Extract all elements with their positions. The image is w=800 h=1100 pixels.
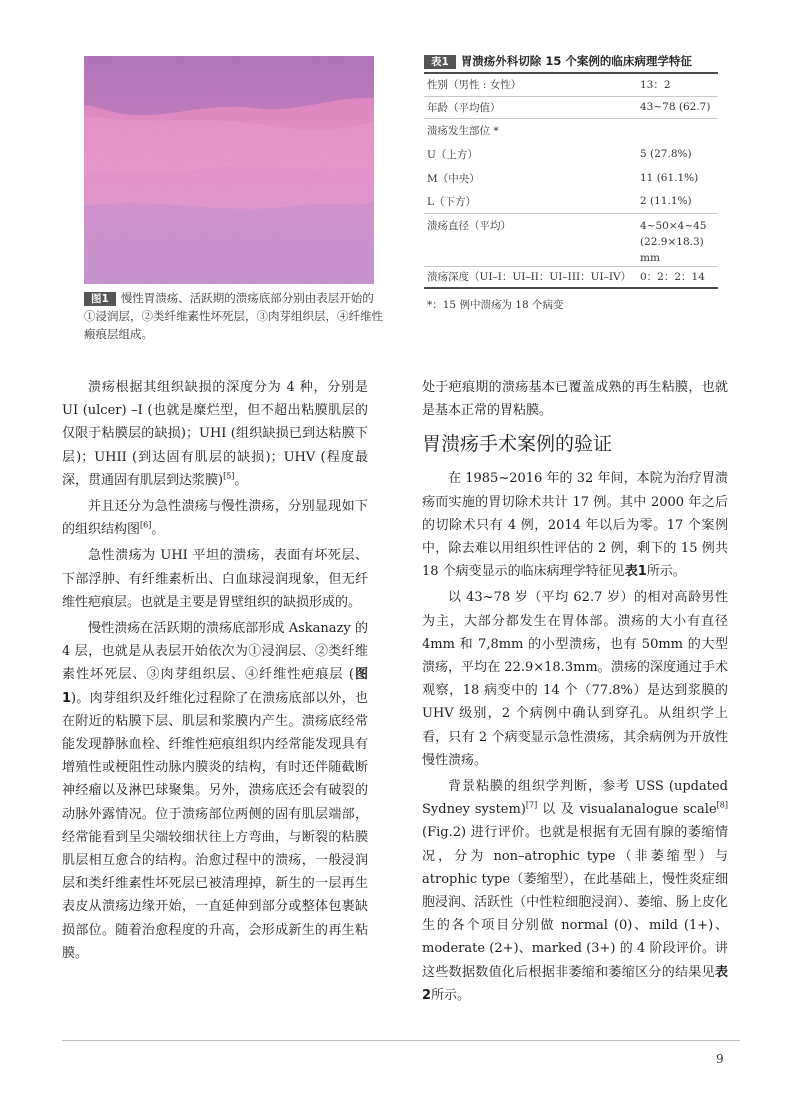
table-row	[424, 74, 718, 96]
row-value: 0：2：2：14	[637, 266, 718, 288]
figure-reference: 图1	[62, 667, 368, 706]
table-row	[424, 190, 718, 213]
paragraph-text: 并且还分为急性溃疡与慢性溃疡，分别显现如下的组织结构图	[62, 499, 368, 538]
table-title-text: 胃溃疡外科切除 15 个案例的临床病理学特征	[460, 54, 692, 68]
right-column	[422, 376, 728, 1010]
row-label: U（上方）	[427, 148, 478, 161]
table-reference: 表1	[624, 564, 647, 580]
paragraph	[62, 495, 368, 541]
row-value: 13：2	[637, 74, 718, 96]
paragraph-text: 背景粘膜的组织学判断，参考 USS (updated Sydney system)	[422, 779, 728, 818]
left-column	[62, 376, 368, 968]
table-1	[424, 52, 718, 312]
table-body	[424, 74, 718, 289]
row-value	[637, 118, 718, 142]
table-tag: 表1	[424, 55, 456, 69]
row-label: 溃疡直径（平均）	[424, 213, 637, 266]
paragraph-text: 。	[151, 522, 165, 538]
paragraph	[62, 376, 368, 492]
figure-caption	[84, 289, 384, 343]
paragraph-text: 慢性溃疡在活跃期的溃疡底部形成 Askanazy 的 4 层，也就是从表层开始依次为①浸润层、②类纤维素性坏死层、③肉芽组织层、④纤维性疤痕层 (	[62, 621, 368, 683]
paragraph	[422, 775, 728, 1007]
figure-tag: 图1	[84, 292, 116, 306]
row-value: 5 (27.8%)	[640, 148, 692, 160]
paragraph-text: )。肉芽组织及纤维化过程除了在溃疡底部以外，也在附近的粘膜下层、肌层和浆膜内产生。溃疡底经常能发现静脉血栓、纤维性疤痕组织内经常能发现具有增殖性或梗阻性动脉内膜炎的结构，有时还伴随截断神经瘤以及淋巴球聚集。另外，溃疡底还会有破裂的动脉外露情况。位于溃疡部位两侧的固有肌层端部，经常能看到呈尖端较细状往上方弯曲，与断裂的粘膜肌层相互愈合的结构。治愈过程中的溃疡，一般浸润层和类纤维素性坏死层已被清理掉，新生的一层再生表皮从溃疡边缘开始，一直延伸到部分或整体包裹缺损部位。随着治愈程度的升高，会形成新生的再生粘膜。	[62, 690, 368, 961]
table-row	[424, 142, 718, 166]
paragraph	[62, 617, 368, 965]
row-label: 性别（男性 : 女性）	[424, 74, 637, 96]
table-footnote: *：15 例中溃疡为 18 个病变	[427, 299, 564, 311]
paragraph-text: 在 1985~2016 年的 32 年间，本院为治疗胃溃疡而实施的胃切除术共计 17 例。其中 2000 年之后的切除术只有 4 例，2014 年以后为零。17 个案例中，除去难以用组织性评估的 2 例，剩下的 15 例共 18 个病变显示的临床病理学特征见	[422, 471, 728, 580]
paragraph: 处于疤痕期的溃疡基本已覆盖成熟的再生粘膜，也就是基本正常的胃粘膜。	[422, 380, 728, 419]
paragraph-text: 溃疡根据其组织缺损的深度分为 4 种，分别是 UI (ulcer) –I (也就是糜烂型，但不超出粘膜肌层的仅限于粘膜层的缺损)；UHI (组织缺损已到达粘膜下层)；UHII (到达固有肌层的缺损)；UHV (程度最深，贯通固有肌层到达浆膜)	[62, 380, 368, 488]
row-label: L（下方）	[424, 190, 637, 213]
table-row	[424, 166, 718, 190]
citation: [8]	[716, 800, 728, 810]
paragraph-text: 所示。	[646, 564, 686, 580]
row-value: 2 (11.1%)	[637, 190, 718, 213]
footer-rule	[62, 1040, 740, 1041]
paragraph-text: 。	[234, 472, 248, 488]
table-row	[424, 118, 718, 142]
histology-micrograph	[84, 56, 374, 284]
row-value: 11 (61.1%)	[640, 172, 699, 184]
section-heading: 胃溃疡手术案例的验证	[422, 433, 613, 456]
table-title	[424, 52, 718, 74]
paragraph-text: 所示。	[431, 987, 471, 1003]
citation: [6]	[140, 520, 152, 530]
paragraph: 以 43~78 岁（平均 62.7 岁）的相对高龄男性为主，大部分都发生在胃体部。溃疡的大小有直径 4mm 和 7,8mm 的小型溃疡，也有 50mm 的大型溃疡，平均在 22.9×18.3mm。溃疡的深度通过手术观察，18 病变中的 14 个（77.8%）是达到浆膜的 UHV 级别，2 个病例中确认到穿孔。从组织学上看，只有 2 个病变显示急性溃疡，其余病例为开放性慢性溃疡。	[422, 590, 728, 768]
row-label: M（中央）	[427, 172, 480, 185]
row-label: 溃疡深度（UI–I：UI–II：UI–III：UI–IV）	[424, 266, 637, 288]
paragraph-text: (Fig.2) 进行评价。也就是根据有无固有腺的萎缩情况，分为 non–atrophic type（非萎缩型）与 atrophic type（萎缩型），在此基础上，慢性炎症细胞浸润、活跃性（中性粒细胞浸润）、萎缩、肠上皮化生的各个项目分别做 normal (0)、mild (1+)、moderate (2+)、marked (3+) 的 4 阶段评价。讲这些数据数值化后根据非萎缩和萎缩区分的结果见	[422, 825, 728, 980]
page-number: 9	[716, 1052, 724, 1066]
table-reference: 表 2	[422, 964, 728, 1003]
table-row	[424, 213, 718, 266]
row-label: 年龄（平均值）	[424, 96, 637, 118]
paragraph: 急性溃疡为 UHI 平坦的溃疡，表面有坏死层、下部浮肿、有纤维素析出、白血球浸润现象，但无纤维性疤痕层。也就是主要是胃壁组织的缺损形成的。	[62, 548, 368, 610]
row-value	[637, 213, 718, 266]
citation: [5]	[223, 471, 235, 481]
row-value-line1: 4~50×4~45	[640, 219, 707, 232]
figure-caption-text: 慢性胃溃疡、活跃期的溃疡底部分别由表层开始的①浸润层，②类纤维素性坏死层，③肉芽组织层，④纤维性瘢痕层组成。	[84, 291, 383, 341]
paragraph	[422, 467, 728, 583]
paragraph-text: 以 及 visualanalogue scale	[537, 802, 717, 818]
row-label: 溃疡发生部位 *	[427, 124, 499, 137]
row-value-line2: (22.9×18.3) mm	[640, 235, 704, 264]
table-row	[424, 266, 718, 288]
table-row	[424, 96, 718, 118]
citation: [7]	[525, 800, 538, 810]
histology-figure-image	[84, 56, 374, 284]
row-value: 43~78 (62.7)	[637, 96, 718, 118]
